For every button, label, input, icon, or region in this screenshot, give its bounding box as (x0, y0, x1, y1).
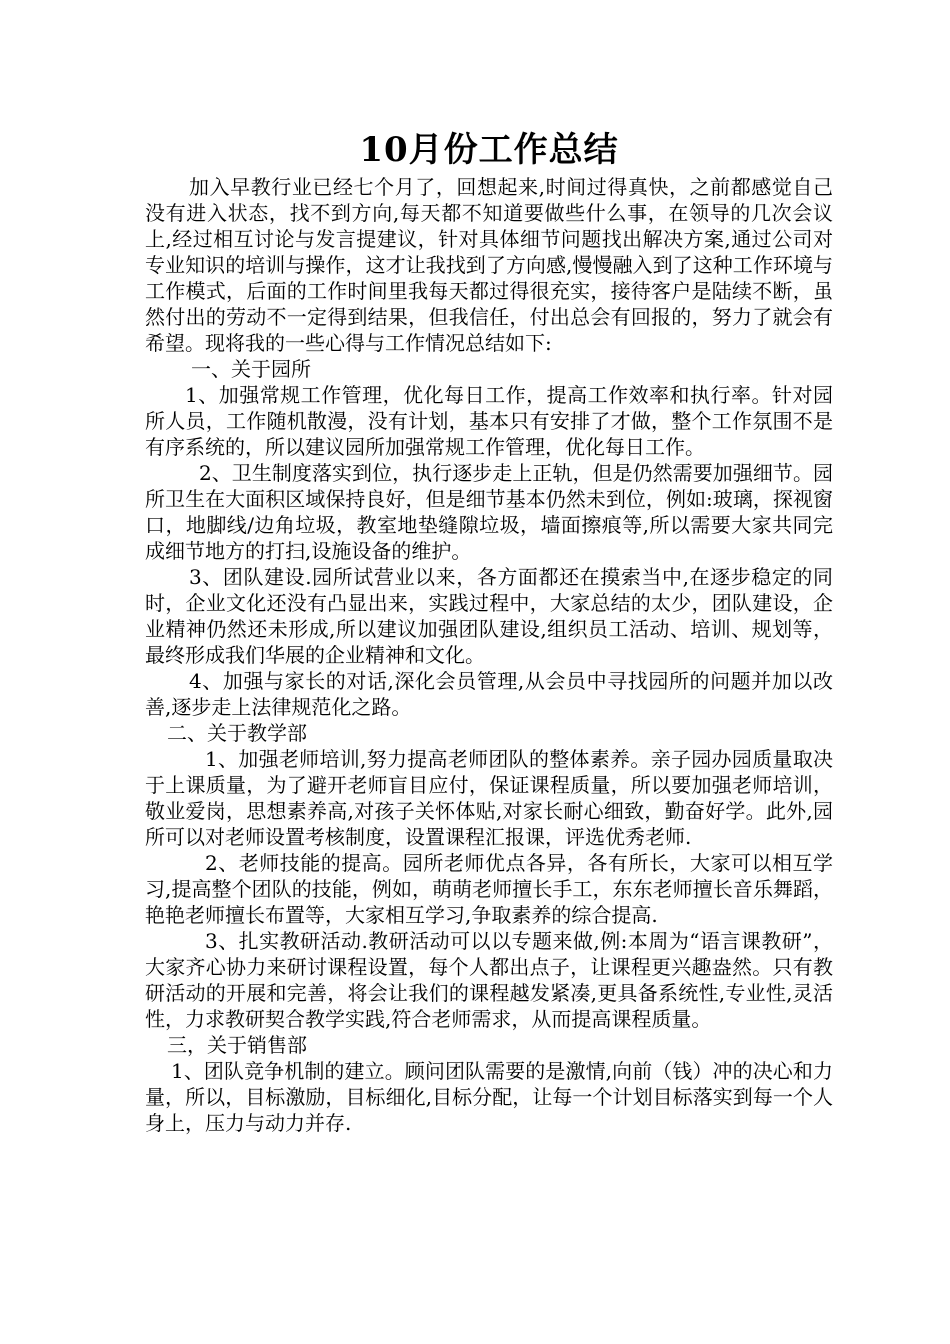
section-heading-teaching: 二、关于教学部 (167, 721, 307, 745)
intro-paragraph: 加入早教行业已经七个月了，回想起来,时间过得真快，之前都感觉自己没有进入状态，找不到方向,每天都不知道要做些什么事，在领导的几次会议上,经过相互讨论与发言提建议，针对具体细节问题找出解决方案,通过公司对专业知识的培训与操作，这才让我找到了方向感,慢慢融入到了这种工作环境与工作模式，后面的工作时间里我每天都过得很充实，接待客户是陆续不断，虽然付出的劳动不一定得到结果，但我信任，付出总会有回报的，努力了就会有希望。现将我的一些心得与工作情况总结如下: (145, 175, 833, 355)
campus-item-2: 2、卫生制度落实到位，执行逐步走上正轨，但是仍然需要加强细节。园所卫生在大面积区域保持良好，但是细节基本仍然未到位，例如:玻璃，探视窗口，地脚线/边角垃圾，教室地垫缝隙垃圾，墙面擦痕等,所以需要大家共同完成细节地方的打扫,设施设备的维护。 (145, 461, 833, 563)
section-heading-campus: 一、关于园所 (191, 357, 311, 381)
section-heading-sales: 三，关于销售部 (167, 1033, 307, 1057)
sales-item-1: 1、团队竞争机制的建立。顾问团队需要的是激情,向前（钱）冲的决心和力量，所以，目标激励，目标细化,目标分配，让每一个计划目标落实到每一个人身上，压力与动力并存. (145, 1059, 833, 1135)
campus-item-1: 1、加强常规工作管理，优化每日工作，提高工作效率和执行率。针对园所人员，工作随机散漫，没有计划，基本只有安排了才做，整个工作氛围不是有序系统的，所以建议园所加强常规工作管理，优化每日工作。 (145, 383, 833, 459)
campus-item-3: 3、团队建设.园所试营业以来，各方面都还在摸索当中,在逐步稳定的同时，企业文化还没有凸显出来，实践过程中，大家总结的太少，团队建设，企业精神仍然还未形成,所以建议加强团队建设,组织员工活动、培训、规划等，最终形成我们华展的企业精神和文化。 (145, 565, 833, 667)
campus-item-4: 4、加强与家长的对话,深化会员管理,从会员中寻找园所的问题并加以改善,逐步走上法律规范化之路。 (145, 669, 833, 719)
document-page (145, 128, 833, 1136)
teaching-item-3: 3、扎实教研活动.教研活动可以以专题来做,例:本周为“语言课教研”，大家齐心协力来研讨课程设置，每个人都出点子，让课程更兴趣盎然。只有教研活动的开展和完善，将会让我们的课程越发紧凑,更具备系统性,专业性,灵活性，力求教研契合教学实践,符合老师需求，从而提高课程质量。 (145, 929, 833, 1031)
teaching-item-1: 1、加强老师培训,努力提高老师团队的整体素养。亲子园办园质量取决于上课质量，为了避开老师盲目应付，保证课程质量，所以要加强老师培训，敬业爱岗，思想素养高,对孩子关怀体贴,对家长耐心细致，勤奋好学。此外,园所可以对老师设置考核制度，设置课程汇报课，评选优秀老师. (145, 747, 833, 849)
teaching-item-2: 2、老师技能的提高。园所老师优点各异，各有所长，大家可以相互学习,提高整个团队的技能，例如，萌萌老师擅长手工，东东老师擅长音乐舞蹈，艳艳老师擅长布置等，大家相互学习,争取素养的综合提高. (145, 851, 833, 927)
document-title: 10月份工作总结 (359, 130, 619, 170)
